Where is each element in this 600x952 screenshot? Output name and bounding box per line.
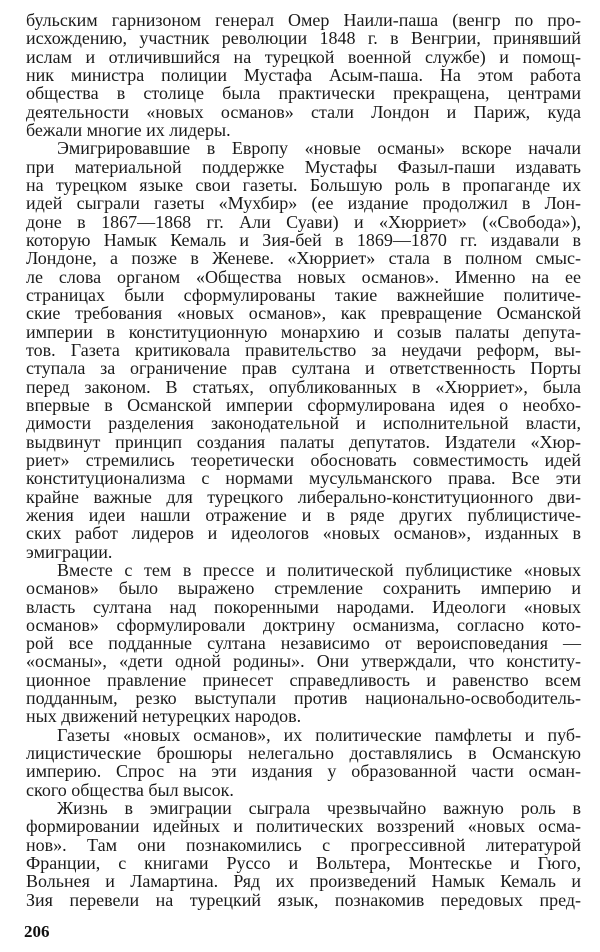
text-line: ных движений нетурецких народов. (26, 706, 302, 727)
paragraph (26, 799, 581, 909)
text-line: эмиграции. (26, 541, 113, 562)
text-line: ле слова органом «Общества новых османов». Именно на ее (26, 266, 581, 287)
text-line: Газеты «новых османов», их политические памфлеты и пуб- (57, 724, 581, 745)
text-line: бульским гарнизоном генерал Омер Наили-паша (венгр по про- (26, 10, 581, 30)
text-line: ские требования «новых османов», как превращение Османской (26, 303, 581, 324)
text-line: лицистические брошюры нелегально доставлялись в Османскую (26, 743, 581, 764)
text-line: бежали многие их лидеры. (26, 119, 231, 140)
text-line: Эмигрировавшие в Европу «новые османы» вскоре начали (57, 138, 581, 159)
text-line: исхождению, участник революции 1848 г. в Венгрии, принявший (26, 28, 581, 49)
text-line: крайне важные для турецкого либерально-конституционного дви- (26, 486, 581, 507)
text-line: ционное правление принесет справедливость и равенство всем (26, 669, 581, 690)
text-line: впервые в Османской империи сформулирована идея о необхо- (26, 394, 581, 415)
text-line: подданным, резко выступали против национально-освободитель- (26, 688, 581, 709)
text-line: общества в столице была практически прекращена, центрами (26, 83, 581, 104)
text-line: конституционализма с нормами мусульманского права. Все эти (26, 468, 581, 489)
text-line: выдвинут принцип создания палаты депутатов. Издатели «Хюр- (26, 431, 581, 452)
text-line: которую Намык Кемаль и Зия-бей в 1869—1870 гг. издавали в (26, 229, 581, 250)
text-line: тов. Газета критиковала правительство за неудачи реформ, вы- (26, 339, 581, 360)
text-line: империи в конституционную монархию и созыв палаты депута- (26, 321, 581, 342)
text-line: при материальной поддержке Мустафы Фазыл-паши издавать (26, 156, 581, 177)
text-line: димости разделения законодательной и исполнительной власти, (26, 413, 581, 434)
text-line: османов» сформулировали доктрину османизма, согласно кото- (26, 614, 581, 635)
text-line: османов» было выражено стремление сохранить империю и (26, 578, 581, 599)
text-line: Лондоне, а позже в Женеве. «Хюрриет» стала в полном смыс- (26, 248, 581, 269)
text-line: «османы», «дети одной родины». Они утверждали, что конститу- (26, 651, 581, 672)
text-line: Вместе с тем в прессе и политической публицистике «новых (57, 559, 581, 580)
text-line: империю. Спрос на эти издания у образованной части осман- (26, 761, 581, 782)
text-line: жения идеи нашли отражение и в ряде других публицистиче- (26, 504, 581, 525)
paragraph (26, 726, 581, 799)
text-line: рой все подданные султана независимо от вероисповедания — (26, 633, 581, 654)
text-line: ского общества был высок. (26, 779, 234, 800)
text-line: ник министра полиции Мустафа Асым-паша. На этом работа (26, 64, 581, 85)
page-body-text (26, 11, 581, 909)
text-line: деятельности «новых османов» стали Лондон и Париж, куда (26, 101, 581, 122)
text-line: ислам и отличившийся на турецкой военной службе) и помощ- (26, 46, 581, 67)
text-line: Жизнь в эмиграции сыграла чрезвычайно важную роль в (57, 798, 581, 819)
paragraph (26, 139, 581, 561)
text-line: ских работ лидеров и идеологов «новых османов», изданных в (26, 523, 581, 544)
paragraph (26, 561, 581, 726)
page-number: 206 (24, 922, 50, 941)
text-line: Франции, с книгами Руссо и Вольтера, Монтескье и Гюго, (26, 853, 581, 874)
text-line: формировании идейных и политических воззрений «новых осма- (26, 816, 581, 837)
text-line: перед законом. В статьях, опубликованных в «Хюрриет», была (26, 376, 581, 397)
text-line: нов». Там они познакомились с прогрессивной литературой (26, 834, 581, 855)
text-line: идей сыграли газеты «Мухбир» (ее издание продолжил в Лон- (26, 193, 581, 214)
paragraph (26, 11, 581, 139)
text-line: на турецком языке свои газеты. Большую роль в пропаганде их (26, 174, 581, 195)
text-line: доне в 1867—1868 гг. Али Суави) и «Хюрриет» («Свобода»), (26, 211, 581, 232)
text-line: Зия перевели на турецкий язык, познакомив передовых пред- (26, 889, 581, 910)
text-line: власть султана над покоренными народами. Идеологи «новых (26, 596, 581, 617)
text-line: ступала за ограничение прав султана и ответственность Порты (26, 358, 581, 379)
text-line: риет» стремились теоретически обосновать совместимость идей (26, 449, 581, 470)
text-line: страницах были сформулированы такие важнейшие политиче- (26, 284, 581, 305)
text-line: Вольнея и Ламартина. Ряд их произведений Намык Кемаль и (26, 871, 581, 892)
